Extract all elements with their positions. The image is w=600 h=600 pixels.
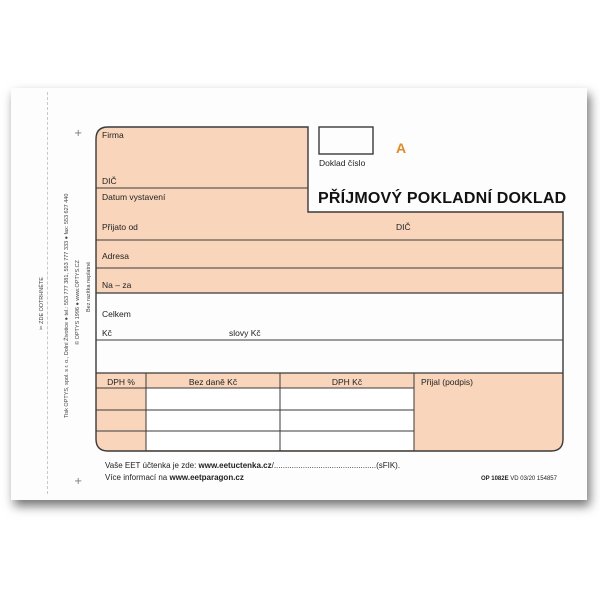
address-label: Adresa	[102, 251, 129, 261]
info-prefix: Více informací na	[105, 473, 168, 482]
stamp-note: Bez razítka neplatné	[86, 261, 92, 312]
print-code: VD 03/20 154857	[510, 476, 557, 482]
vat-id-label: DIČ	[102, 176, 117, 186]
in-words-label: slovy Kč	[229, 328, 261, 338]
eet-line	[105, 461, 400, 470]
series-letter: A	[396, 140, 407, 156]
for-label: Na – za	[102, 280, 132, 290]
eet-suffix: /..............................................(sFIK).	[271, 461, 401, 470]
issue-date-label: Datum vystavení	[102, 192, 166, 202]
copyright-info: © OPTYS 1996 ● www.OPTYS.CZ	[75, 259, 81, 345]
received-from-label: Přijato od	[102, 222, 138, 232]
vat-amount-header: DPH Kč	[331, 377, 363, 387]
info-url-link[interactable]: www.eetparagon.cz	[169, 473, 244, 482]
document-number-label: Doklad číslo	[319, 158, 366, 168]
registration-mark-bottom: +	[74, 476, 83, 487]
eet-url-link[interactable]: www.eetuctenka.cz	[198, 461, 272, 470]
document-title: PŘÍJMOVÝ POKLADNÍ DOKLAD	[318, 190, 567, 207]
document-number-box	[319, 127, 373, 154]
vat-percent-header: DPH %	[107, 377, 135, 387]
received-signature-label: Přijal (podpis)	[421, 377, 473, 387]
tear-here-label: ✂ ZDE ODTRHNĚTE	[39, 277, 45, 330]
product-code: OP 1082E	[481, 476, 509, 482]
info-line	[105, 473, 244, 482]
total-label: Celkem	[102, 309, 131, 319]
without-tax-header: Bez daně Kč	[188, 377, 238, 387]
eet-prefix: Vaše EET účtenka je zde:	[105, 461, 197, 470]
printer-info: Tisk OPTYS, spol. s r. o., Dolní Životice ● tel.: 553 777 381, 553 777 333 ● fax: 553 627 440	[64, 193, 70, 418]
product-code-line	[481, 476, 557, 482]
registration-mark-top: +	[74, 128, 83, 139]
currency-label: Kč	[102, 328, 112, 338]
received-vat-id-label: DIČ	[396, 222, 411, 232]
company-label: Firma	[102, 130, 124, 140]
